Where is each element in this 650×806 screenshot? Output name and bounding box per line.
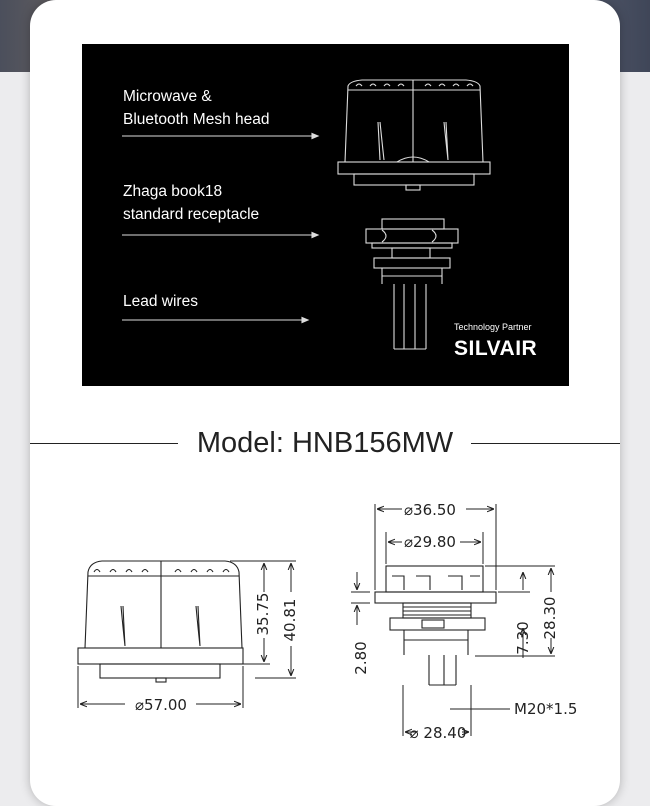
thread-spec-label: M20*1.5 <box>514 700 578 718</box>
model-title: Model: HNB156MW <box>196 427 454 459</box>
model-heading <box>30 424 620 464</box>
divider-right <box>471 443 620 444</box>
thread-length-label: 7.30 <box>514 621 532 655</box>
flange-thickness-label: 2.80 <box>352 641 370 675</box>
head-diameter-label: ⌀57.00 <box>135 696 187 714</box>
wires-label: Lead wires <box>123 293 198 310</box>
head-side-view <box>78 561 243 682</box>
flange-diameter-label: ⌀36.50 <box>404 501 456 519</box>
head-label-line1: Microwave & <box>123 88 212 105</box>
nut-width-label: ⌀ 28.40 <box>409 724 467 742</box>
receptacle-side-view <box>375 566 496 685</box>
partner-brand-logo: SILVAIR <box>454 337 538 360</box>
head-label-line2: Bluetooth Mesh head <box>123 111 270 128</box>
technical-drawing <box>30 480 620 806</box>
head-body-height-label: 35.75 <box>254 592 272 636</box>
head-total-height-label: 40.81 <box>281 598 299 642</box>
product-photo-panel <box>82 44 569 386</box>
total-height-label: 28.30 <box>541 596 559 640</box>
receptacle-label-line1: Zhaga book18 <box>123 183 223 200</box>
receptacle-label-line2: standard receptacle <box>123 206 260 223</box>
top-diameter-label: ⌀29.80 <box>404 533 456 551</box>
divider-left <box>30 443 178 444</box>
product-card <box>30 0 620 806</box>
partner-caption: Technology Partner <box>454 322 532 332</box>
